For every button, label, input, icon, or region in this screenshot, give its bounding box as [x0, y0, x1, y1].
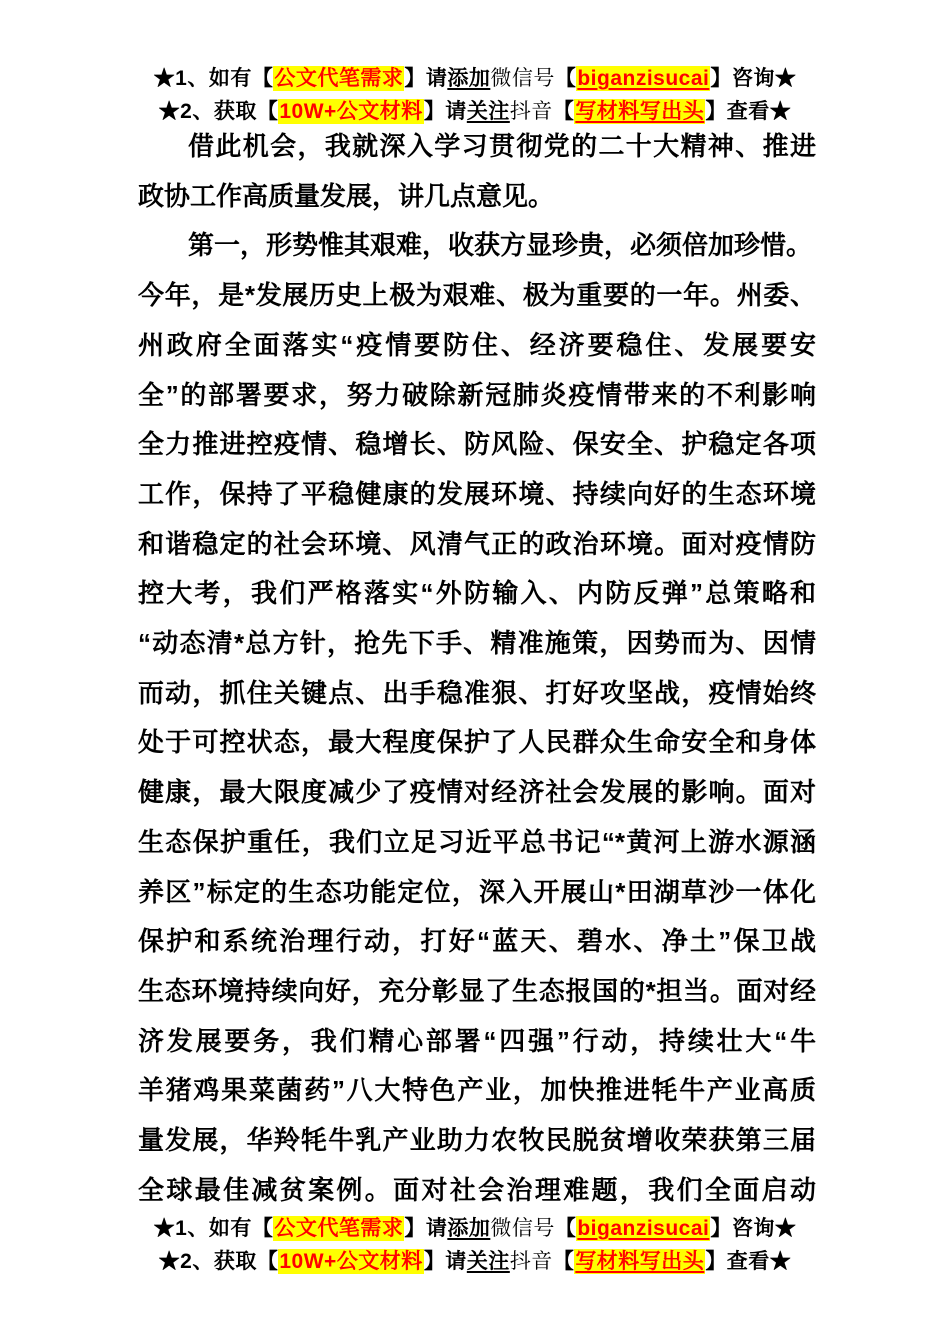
body-line: 全力推进控疫情、稳增长、防风险、保安全、护稳定各项 [138, 429, 816, 460]
banner-douyin-account: 写材料写出头 [575, 100, 705, 123]
banner-text: 】查看★ [705, 1250, 792, 1273]
banner-text: 微信号 [490, 67, 555, 90]
banner-underline-action: 添加 [447, 67, 491, 90]
body-line: 生态环境持续向好，充分彰显了生态报国的*担当。面对经 [138, 975, 816, 1006]
body-line: 羊猪鸡果菜菌药”八大特色产业，加快推进牦牛产业高质 [138, 1075, 816, 1106]
body-line: 控大考，我们严格落实“外防输入、内防反弹”总策略和 [138, 578, 816, 609]
body-line: 借此机会，我就深入学习贯彻党的二十大精神、推进 [188, 131, 816, 161]
body-line: 保护和系统治理行动，打好“蓝天、碧水、净土”保卫战 [138, 926, 816, 957]
banner-text: ★1、如有【 [153, 67, 274, 90]
body-line: 工作，保持了平稳健康的发展环境、持续向好的生态环境 [138, 478, 816, 509]
banner-text: ★2、获取【 [158, 1250, 279, 1273]
header-banner [0, 62, 950, 128]
banner-text: 抖音 [509, 100, 553, 123]
banner-highlight-term: 10W+公文材料 [279, 1250, 423, 1273]
banner-text: 】请 [404, 67, 448, 90]
banner-wechat-id: biganzisucai [577, 1217, 710, 1240]
banner-highlight-term: 公文代笔需求 [274, 67, 404, 90]
banner-text: 【 [554, 67, 577, 90]
body-line: 而动，抓住关键点、出手稳准狠、打好攻坚战，疫情始终 [138, 677, 816, 708]
body-line: 全”的部署要求，努力破除新冠肺炎疫情带来的不利影响 [138, 379, 816, 410]
banner-underline-action: 关注 [466, 1250, 510, 1273]
body-line: 全球最佳减贫案例。面对社会治理难题，我们全面启动 [138, 1174, 816, 1205]
banner-text: 】请 [423, 1250, 467, 1273]
banner-text: 微信号 [490, 1217, 555, 1240]
body-line: 量发展，华羚牦牛乳产业助力农牧民脱贫增收荣获第三届 [138, 1125, 816, 1156]
body-line: 处于可控状态，最大程度保护了人民群众生命安全和身体 [138, 727, 816, 758]
banner-text: 抖音 [509, 1250, 553, 1273]
footer-banner-line-1 [0, 1212, 950, 1245]
banner-wechat-id: biganzisucai [577, 67, 710, 90]
banner-text: 【 [552, 1250, 575, 1273]
body-line: 今年，是*发展历史上极为艰难、极为重要的一年。州委、 [138, 280, 816, 311]
header-banner-line-1 [0, 62, 950, 95]
banner-text: ★1、如有【 [153, 1217, 274, 1240]
body-line: 第一，形势惟其艰难，收获方显珍贵，必须倍加珍惜。 [188, 230, 813, 261]
banner-highlight-term: 10W+公文材料 [279, 100, 423, 123]
body-line: 健康，最大限度减少了疫情对经济社会发展的影响。面对 [138, 777, 816, 808]
document-body [138, 122, 816, 1215]
banner-douyin-account: 写材料写出头 [575, 1250, 705, 1273]
banner-text: 】请 [423, 100, 467, 123]
body-line: 养区”标定的生态功能定位，深入开展山*田湖草沙一体化 [138, 876, 816, 907]
footer-banner-line-2 [0, 1245, 950, 1278]
body-line: 州政府全面落实“疫情要防住、经济要稳住、发展要安 [138, 329, 816, 360]
banner-text: ★2、获取【 [158, 100, 279, 123]
banner-underline-action: 添加 [447, 1217, 491, 1240]
body-line: 济发展要务，我们精心部署“四强”行动，持续壮大“牛 [138, 1025, 816, 1056]
banner-text: 】咨询★ [710, 1217, 797, 1240]
banner-highlight-term: 公文代笔需求 [274, 1217, 404, 1240]
body-line: 生态保护重任，我们立足习近平总书记“*黄河上游水源涵 [138, 826, 816, 857]
body-line: 和谐稳定的社会环境、风清气正的政治环境。面对疫情防 [138, 528, 816, 559]
body-line: 政协工作高质量发展，讲几点意见。 [138, 180, 555, 211]
banner-text: 【 [554, 1217, 577, 1240]
body-line: “动态清*总方针，抢先下手、精准施策，因势而为、因情 [138, 628, 816, 659]
banner-underline-action: 关注 [466, 100, 510, 123]
banner-text: 】查看★ [705, 100, 792, 123]
banner-text: 【 [552, 100, 575, 123]
footer-banner [0, 1212, 950, 1278]
banner-text: 】咨询★ [710, 67, 797, 90]
banner-text: 】请 [404, 1217, 448, 1240]
